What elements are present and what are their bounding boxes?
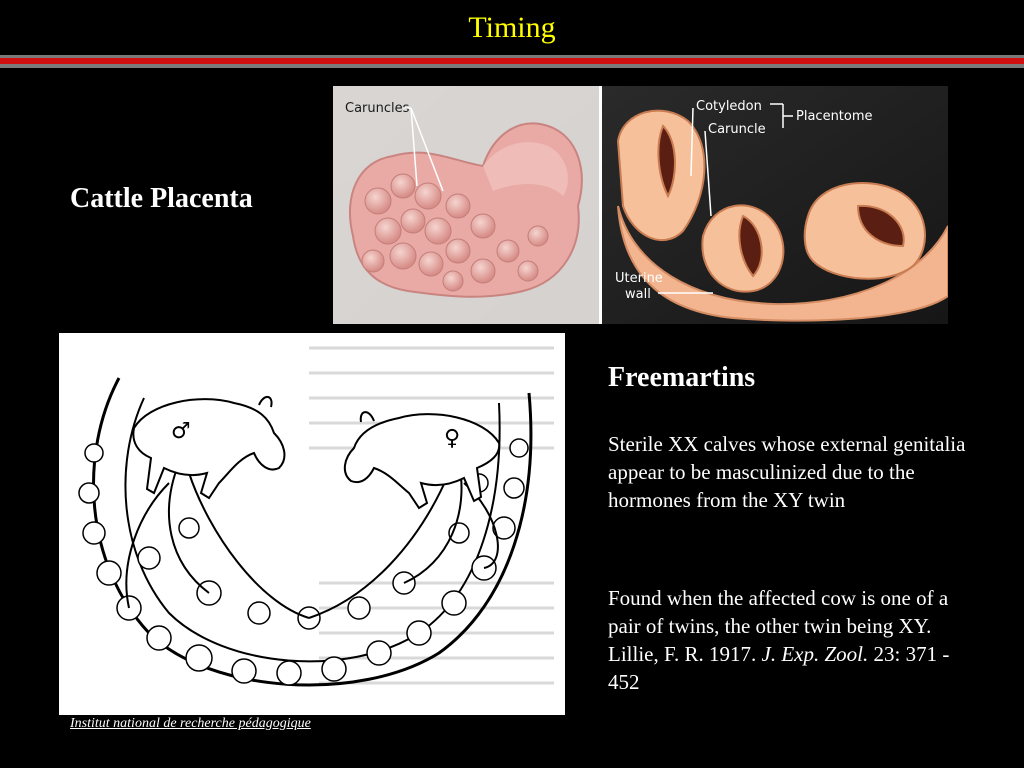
svg-text:♀: ♀: [444, 426, 461, 451]
header-divider-bottom: [0, 64, 1024, 68]
cotyledon-label: Cotyledon: [696, 99, 762, 114]
placentome-label: Placentome: [796, 109, 873, 124]
wall-label: wall: [625, 287, 651, 302]
freemartins-citation: [608, 584, 968, 696]
slide-title: Timing: [468, 11, 556, 44]
freemartins-heading: Freemartins: [608, 362, 756, 393]
freemartins-definition: Sterile XX calves whose external genitalia appear to be masculinized due to the hormones from the XY twin: [608, 432, 966, 512]
uterine-label: Uterine: [615, 271, 663, 286]
citation-text: Found when the affected cow is one of a pair of twins, the other twin being XY. Lillie, F. R. 1917.: [608, 586, 949, 666]
svg-text:♂: ♂: [171, 419, 191, 444]
freemartin-twins-drawing: [59, 333, 565, 715]
cattle-placenta-label: Cattle Placenta: [70, 183, 253, 214]
placenta-photo: [333, 86, 948, 324]
caruncle-label: Caruncle: [708, 122, 766, 137]
citation-ref: 23: 371 - 452: [608, 642, 950, 694]
caruncles-label: Caruncles: [345, 101, 410, 116]
image-credit-link[interactable]: Institut national de recherche pédagogique: [70, 716, 311, 731]
citation-journal: J. Exp. Zool.: [761, 642, 869, 666]
